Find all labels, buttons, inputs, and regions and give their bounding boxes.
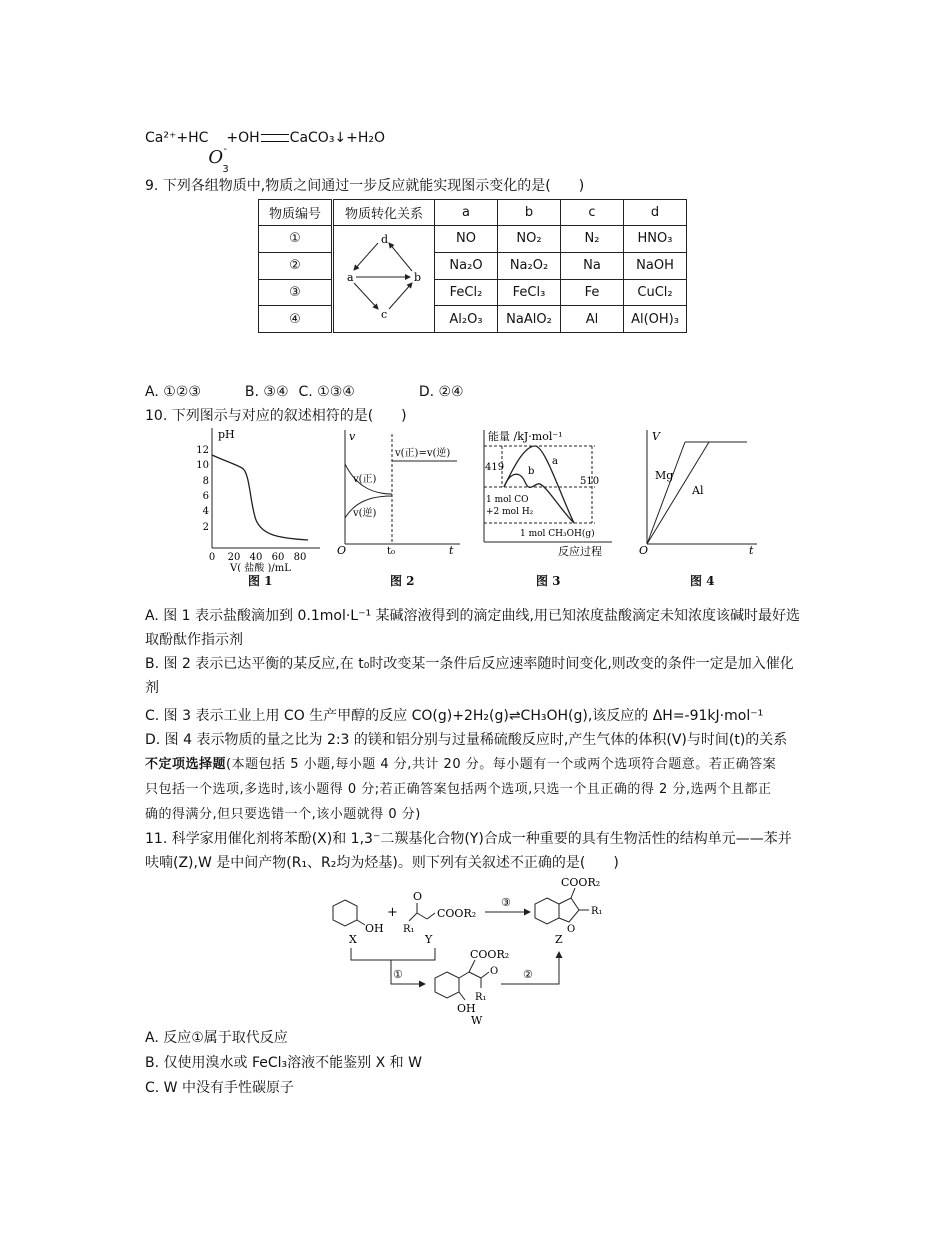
row-id: ④ [259,306,333,333]
z-coor2: COOR₂ [561,876,601,889]
fig4-al-label: Al [692,484,704,497]
node-a: a [347,271,354,284]
eq-equals-sign [261,134,289,142]
fig1-ytick: 2 [202,522,209,533]
fig1-xtick: 40 [249,552,263,563]
y-o: O [413,890,423,903]
fig3-ylabel: 能量 /kJ·mol⁻¹ [488,430,563,443]
x-benzene-ring [333,900,357,926]
transform-diagram-cell [333,226,435,333]
table-row [259,226,687,253]
w-oh-bond [459,992,465,1000]
fig1-titration-curve [212,455,308,540]
arrow-b-d [389,243,412,271]
y-label: Y [425,933,433,946]
fig1-caption: 图 1 [248,574,273,588]
fig3-label-a: a [552,456,558,467]
fig3-reactant-2: +2 mol H₂ [486,507,534,517]
plus-sign: + [387,905,398,920]
y-bond-2 [417,913,427,919]
cell-a: Na₂O [435,252,498,279]
fig4-xlabel: t [749,544,754,557]
y-coor2: COOR₂ [437,907,477,920]
figure-1 [190,424,325,572]
figure-3 [480,424,615,562]
fig1-ytick: 6 [202,491,209,502]
z-r1: R₁ [591,906,603,917]
option-b[interactable]: B. ③④ [244,384,289,400]
q10-option-c: C. 图 3 表示工业上用 CO 生产甲醇的反应 CO(g)+2H₂(g)⇌CH₃OH(g),该反应的 ΔH=-91kJ·mol⁻¹ [145,708,764,724]
figure-4 [637,424,762,562]
z-furan-ring [559,898,579,922]
cell-d: HNO₃ [624,226,687,253]
fig1-xtick: 80 [293,552,307,563]
y-r1: R₁ [403,924,415,935]
step2-label: ② [523,968,533,981]
arrow-c-b [389,283,412,309]
fig2-t0: t₀ [387,546,396,557]
cell-d: Al(OH)₃ [624,306,687,333]
fig4-caption: 图 4 [690,574,715,588]
cell-b: NaAlO₂ [498,306,561,333]
w-bond-3 [469,972,481,978]
option-a[interactable]: A. ①②③ [145,384,201,400]
q10-option-a-line2: 取酚酞作指示剂 [145,632,243,648]
fig1-ytick: 8 [202,476,209,487]
q11-line2: 呋喃(Z),W 是中间产物(R₁、R₂均为烃基)。则下列有关叙述不正确的是( ) [145,855,619,871]
fig1-xtick: 0 [208,552,216,563]
q11-line1: 11. 科学家用催化剂将苯酚(X)和 1,3⁻二羰基化合物(Y)合成一种重要的具有生物活性的结构单元——苯并 [145,831,792,847]
header-cell: 物质编号 [259,200,333,226]
step3-label: ③ [501,896,511,909]
cell-a: FeCl₂ [435,279,498,306]
cell-a: NO [435,226,498,253]
fig3-xlabel: 反应过程 [558,545,602,558]
x-oh: OH [365,922,384,935]
q11-option-c: C. W 中没有手性碳原子 [145,1080,294,1096]
step1-label: ① [393,968,403,981]
fig4-mg-label: Mg [655,469,674,482]
z-benzene-ring [535,898,559,924]
fig1-ytick: 10 [196,460,209,471]
eq-part-3: CaCO₃↓+H₂O [289,130,386,146]
cell-b: FeCl₃ [498,279,561,306]
w-label: W [471,1014,483,1026]
w-o: O [490,966,499,977]
w-oh: OH [457,1002,476,1015]
fig4-origin: O [639,544,649,557]
header-cell: b [498,200,561,226]
header-cell: a [435,200,498,226]
y-bond-3 [427,913,435,919]
fig3-510: 510 [580,476,600,487]
eq-o3-sub: 3 [222,164,229,175]
section-intro-line1 [145,755,776,775]
arrow-d-a [354,243,378,270]
fig1-xlabel: V( 盐酸 )/mL [230,563,291,572]
fig3-label-b: b [528,466,535,477]
eq-part-1: Ca²⁺+HC [145,130,209,146]
table-row [259,279,687,306]
node-c: c [381,308,388,321]
q11-reaction-scheme [325,876,655,1026]
table-row [259,306,687,333]
row-id: ③ [259,279,333,306]
q9-options [145,382,464,402]
fig2-fwd-label: v(正) [353,474,377,485]
w-coor2: COOR₂ [470,948,510,961]
table-row [259,252,687,279]
header-cell: 物质转化关系 [333,200,435,226]
row-id: ① [259,226,333,253]
z-label: Z [555,933,563,946]
fig4-ylabel: V [652,430,660,443]
z-ester-bond [571,888,575,898]
header-cell: c [561,200,624,226]
fig1-xtick: 60 [271,552,285,563]
xy-bracket [351,948,435,960]
transform-diagram [334,226,434,328]
cell-d: NaOH [624,252,687,279]
section-text: (本题包括 5 小题,每小题 4 分,共计 20 分。每小题有一个或两个选项符合题意。若正确答案 [226,757,777,772]
fig3-product: 1 mol CH₃OH(g) [520,529,595,539]
q10-option-b-line1: B. 图 2 表示已达平衡的某反应,在 t₀时改变某一条件后反应速率随时间变化,则改变的条件一定是加入催化 [145,656,794,672]
fig2-top-label: v(正)=v(逆) [395,448,451,459]
q9-question: 9. 下列各组物质中,物质之间通过一步反应就能实现图示变化的是( ) [145,178,585,194]
z-o: O [567,924,576,935]
q11-option-b: B. 仅使用溴水或 FeCl₃溶液不能鉴别 X 和 W [145,1055,422,1071]
w-co-bond [481,972,489,978]
fig3-caption: 图 3 [536,574,561,588]
section-title: 不定项选择题 [145,757,227,772]
q10-question: 10. 下列图示与对应的叙述相符的是( ) [145,408,407,424]
q10-option-d: D. 图 4 表示物质的量之比为 2:3 的镁和铝分别与过量稀硫酸反应时,产生气体的体积(V)与时间(t)的关系 [145,732,788,748]
fig3-419: 419 [485,462,505,473]
w-r1: R₁ [475,992,487,1003]
table-header-row [259,200,687,226]
header-cell: d [624,200,687,226]
fig2-rev-label: v(逆) [353,508,377,519]
eq-part-2: +OH [226,130,260,146]
cell-c: Na [561,252,624,279]
fig4-mg-line [647,442,685,544]
cell-c: N₂ [561,226,624,253]
q10-option-b-line2: 剂 [145,680,159,696]
w-bond-1 [459,972,469,978]
cell-c: Fe [561,279,624,306]
fig2-xlabel: t [449,544,454,557]
x-oh-bond [357,920,365,925]
q8-equation [145,128,386,175]
cell-c: Al [561,306,624,333]
fig3-reactant-1: 1 mol CO [486,495,529,505]
option-d[interactable]: D. ②④ [418,384,464,400]
cell-b: NO₂ [498,226,561,253]
cell-a: Al₂O₃ [435,306,498,333]
q10-option-a-line1: A. 图 1 表示盐酸滴加到 0.1mol·L⁻¹ 某碱溶液得到的滴定曲线,用已知浓度盐酸滴定未知浓度该碱时最好选 [145,608,800,624]
node-b: b [414,271,422,284]
row-id: ② [259,252,333,279]
fig2-ylabel: v [349,430,356,443]
section-intro-line2: 只包括一个选项,多选时,该小题得 0 分;若正确答案包括两个选项,只选一个且正确的得 2 分,选两个且都正 [145,782,772,797]
q9-table [258,199,687,333]
x-label: X [349,933,357,946]
node-d: d [381,233,389,246]
fig2-origin: O [337,544,347,557]
option-c[interactable]: C. ①③④ [298,384,355,400]
figure-2 [335,424,470,562]
w-benzene-ring [435,972,459,998]
section-intro-line3: 确的得满分,但只要选错一个,该小题就得 0 分) [145,807,421,822]
w-bond-2 [469,960,475,972]
fig1-ylabel: pH [218,428,235,441]
y-bond-1 [409,913,417,921]
fig1-ytick: 4 [202,506,209,517]
fig2-caption: 图 2 [390,574,415,588]
eq-o3-letter: O [208,147,224,168]
cell-b: Na₂O₂ [498,252,561,279]
q11-option-a: A. 反应①属于取代反应 [145,1030,288,1046]
cell-d: CuCl₂ [624,279,687,306]
arrow-a-c [354,283,378,309]
fig1-xtick: 20 [227,552,241,563]
eq-o3-sup: - [223,144,227,155]
fig1-ytick: 12 [196,445,209,456]
